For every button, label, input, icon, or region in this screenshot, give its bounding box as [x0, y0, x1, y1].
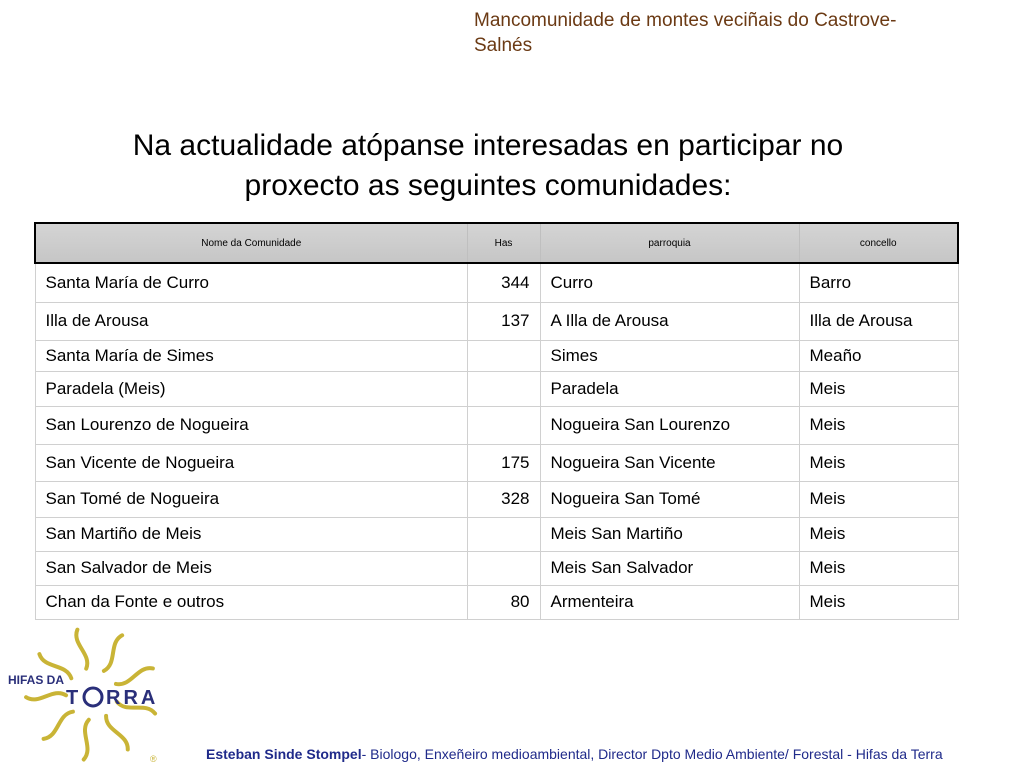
logo-text-rest: RRA: [106, 687, 159, 709]
sun-ray: [26, 693, 66, 699]
cell-nome: Santa María de Curro: [35, 263, 467, 302]
cell-concello: Illa de Arousa: [799, 302, 958, 340]
cell-has: 137: [467, 302, 540, 340]
table-row: [35, 551, 958, 585]
cell-concello: Meis: [799, 371, 958, 406]
sun-ray: [44, 712, 73, 739]
cell-nome: San Salvador de Meis: [35, 551, 467, 585]
column-header-has: Has: [467, 223, 540, 263]
table-header-row: [35, 223, 958, 263]
cell-parroquia: Meis San Salvador: [540, 551, 799, 585]
organization-name-line2: Salnés: [474, 35, 533, 56]
hifas-da-terra-logo: [0, 622, 170, 768]
cell-concello: Meis: [799, 585, 958, 619]
cell-concello: Meis: [799, 551, 958, 585]
logo-text-top: HIFAS DA: [8, 673, 65, 687]
cell-has: [467, 517, 540, 551]
cell-nome: San Vicente de Nogueira: [35, 444, 467, 481]
cell-has: [467, 340, 540, 371]
table-row: [35, 517, 958, 551]
sun-ray: [106, 716, 128, 750]
table-row: [35, 371, 958, 406]
cell-concello: Barro: [799, 263, 958, 302]
organization-name: [474, 8, 1004, 58]
cell-parroquia: Paradela: [540, 371, 799, 406]
cell-has: 175: [467, 444, 540, 481]
sun-ray: [116, 668, 153, 684]
cell-has: 80: [467, 585, 540, 619]
table-row: [35, 481, 958, 517]
sun-logo-icon: [0, 622, 170, 768]
table-row: [35, 444, 958, 481]
cell-parroquia: Armenteira: [540, 585, 799, 619]
slide-title-line2: proxecto as seguintes comunidades:: [244, 169, 732, 202]
cell-concello: Meis: [799, 406, 958, 444]
table-row: [35, 340, 958, 371]
table-row: [35, 585, 958, 619]
slide-title: [40, 126, 936, 206]
cell-concello: Meis: [799, 444, 958, 481]
cell-parroquia: Nogueira San Lourenzo: [540, 406, 799, 444]
logo-registered-mark: ®: [150, 754, 157, 764]
cell-nome: San Martiño de Meis: [35, 517, 467, 551]
footer-credit: [206, 746, 1016, 762]
cell-concello: Meaño: [799, 340, 958, 371]
cell-parroquia: Nogueira San Vicente: [540, 444, 799, 481]
sun-ray: [84, 720, 89, 760]
cell-nome: Chan da Fonte e outros: [35, 585, 467, 619]
organization-name-line1: Mancomunidade de montes veciñais do Castrove-: [474, 10, 897, 31]
cell-has: [467, 551, 540, 585]
column-header-nome: Nome da Comunidade: [35, 223, 467, 263]
column-header-parroquia: parroquia: [540, 223, 799, 263]
communities-table: [34, 222, 959, 620]
cell-parroquia: A Illa de Arousa: [540, 302, 799, 340]
table-row: [35, 406, 958, 444]
cell-parroquia: Curro: [540, 263, 799, 302]
logo-text-t: T: [66, 687, 79, 709]
cell-has: 328: [467, 481, 540, 517]
cell-has: [467, 406, 540, 444]
table-row: [35, 302, 958, 340]
slide-title-line1: Na actualidade atópanse interesadas en participar no: [132, 129, 844, 162]
cell-has: [467, 371, 540, 406]
sun-ray: [104, 635, 122, 671]
cell-concello: Meis: [799, 517, 958, 551]
cell-nome: San Tomé de Nogueira: [35, 481, 467, 517]
cell-has: 344: [467, 263, 540, 302]
logo-e-circle: [84, 688, 102, 706]
cell-nome: Paradela (Meis): [35, 371, 467, 406]
cell-parroquia: Meis San Martiño: [540, 517, 799, 551]
footer-description: - Biologo, Enxeñeiro medioambiental, Director Dpto Medio Ambiente/ Forestal - Hifas da Terra: [361, 746, 943, 762]
cell-concello: Meis: [799, 481, 958, 517]
column-header-concello: concello: [799, 223, 958, 263]
footer-author: Esteban Sinde Stompel: [206, 746, 362, 762]
cell-nome: San Lourenzo de Nogueira: [35, 406, 467, 444]
cell-nome: Illa de Arousa: [35, 302, 467, 340]
cell-nome: Santa María de Simes: [35, 340, 467, 371]
table-row: [35, 263, 958, 302]
cell-parroquia: Simes: [540, 340, 799, 371]
cell-parroquia: Nogueira San Tomé: [540, 481, 799, 517]
sun-ray: [76, 630, 87, 669]
